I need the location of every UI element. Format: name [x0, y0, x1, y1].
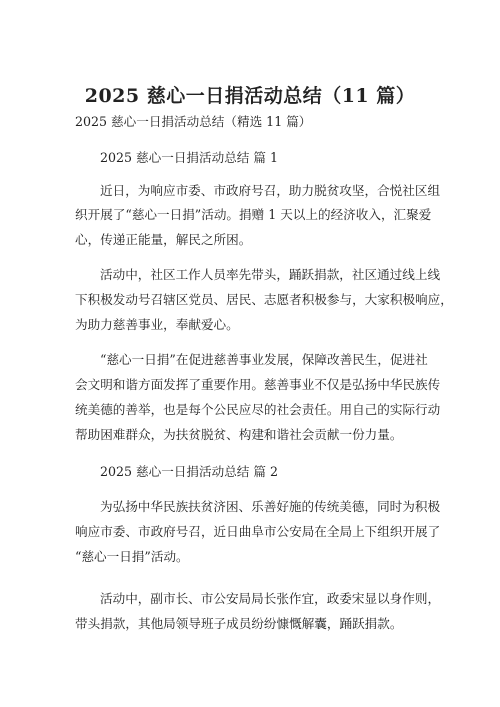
- paragraph-line: 织开展了“慈心一日捐”活动。捐赠 1 天以上的经济收入，汇聚爱: [75, 207, 432, 222]
- paragraph-line: 活动中，副市长、市公安局局长张作宜，政委宋显以身作则，: [100, 591, 441, 606]
- paragraph-line: “慈心一日捐”活动。: [75, 549, 189, 564]
- paragraph-line: “慈心一日捐”在促进慈善事业发展，保障改善民生，促进社: [100, 352, 428, 367]
- paragraph-line: 响应市委、市政府号召，近日曲阜市公安局在全局上下组织开展了: [75, 524, 441, 539]
- document-subtitle: 2025 慈心一日捐活动总结（精选 11 篇）: [75, 114, 312, 129]
- section-heading: 2025 慈心一日捐活动总结 篇 2: [100, 464, 279, 479]
- paragraph-line: 心，传递正能量，解民之所困。: [75, 232, 252, 247]
- paragraph-line: 近日，为响应市委、市政府号召，助力脱贫攻坚，合悦社区组: [100, 183, 441, 198]
- paragraph-line: 统美德的善举，也是每个公民应尽的社会责任。用自己的实际行动: [75, 402, 441, 417]
- paragraph-line: 下积极发动号召辖区党员、居民、志愿者积极参与，大家积极响应，: [75, 292, 453, 307]
- paragraph-line: 为助力慈善事业，奉献爱心。: [75, 317, 239, 332]
- section-heading: 2025 慈心一日捐活动总结 篇 1: [100, 150, 279, 165]
- document-title: 2025 慈心一日捐活动总结（11 篇）: [84, 85, 416, 107]
- paragraph-line: 活动中，社区工作人员率先带头，踊跃捐款，社区通过线上线: [100, 267, 441, 282]
- paragraph-line: 带头捐款，其他局领导班子成员纷纷慷慨解囊，踊跃捐款。: [75, 616, 403, 631]
- paragraph-line: 帮助困难群众，为扶贫脱贫、构建和谐社会贡献一份力量。: [75, 427, 403, 442]
- paragraph-line: 为弘扬中华民族扶贫济困、乐善好施的传统美德，同时为积极: [100, 499, 441, 514]
- paragraph-line: 会文明和谐方面发挥了重要作用。慈善事业不仅是弘扬中华民族传: [75, 377, 441, 392]
